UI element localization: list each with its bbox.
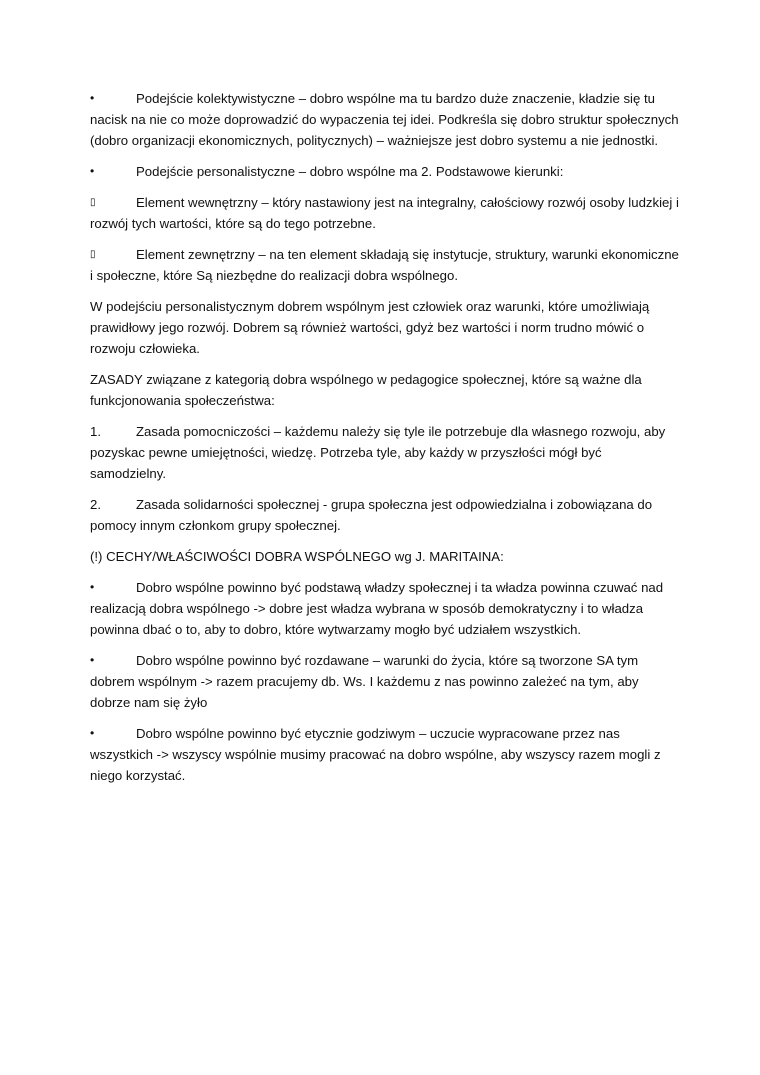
list-item	[90, 723, 680, 786]
list-item-text: Dobro wspólne powinno być rozdawane – warunki do życia, które są tworzone SA tym dobrem wspólnym -> razem pracujemy db. Ws. I każdemu z nas powinno zależeć na tym, aby dobrze nam się żyło	[90, 653, 639, 710]
list-item	[90, 161, 680, 182]
list-item	[90, 577, 680, 640]
missing-glyph-box-icon: ▯	[90, 197, 96, 208]
list-item-text: Element wewnętrzny – który nastawiony jest na integralny, całościowy rozwój osoby ludzkiej i rozwój tych wartości, które są do tego potrzebne.	[90, 195, 679, 231]
number-marker: 1.	[90, 424, 101, 439]
bullet-marker: •	[90, 653, 95, 667]
list-item	[90, 88, 680, 151]
numbered-item	[90, 421, 680, 484]
numbered-item	[90, 494, 680, 536]
list-item	[90, 244, 680, 286]
document-page	[90, 88, 680, 796]
bullet-marker: •	[90, 91, 95, 105]
list-item-text: Podejście personalistyczne – dobro wspólne ma 2. Podstawowe kierunki:	[136, 164, 564, 179]
numbered-item-text: Zasada pomocniczości – każdemu należy się tyle ile potrzebuje dla własnego rozwoju, aby pozyskac pewne umiejętności, wiedzę. Potrzeba tyle, aby każdy w przyszłości mógł być samodzielny.	[90, 424, 666, 481]
section-heading: (!) CECHY/WŁAŚCIWOŚCI DOBRA WSPÓLNEGO wg J. MARITAINA:	[90, 549, 504, 564]
number-marker: 2.	[90, 497, 101, 512]
list-item	[90, 192, 680, 234]
list-item-text: Dobro wspólne powinno być podstawą władzy społecznej i ta władza powinna czuwać nad realizacją dobra wspólnego -> dobre jest władza wybrana w sposób demokratyczny i to władza powinna dbać o to, aby to dobro, które wytwarzamy mogło być udziałem wszystkich.	[90, 580, 664, 637]
list-item-text: Dobro wspólne powinno być etycznie godziwym – uczucie wypracowane przez nas wszystkich -> wszyscy wspólnie musimy pracować na dobro wspólne, aby wszyscy razem mogli z niego korzystać.	[90, 726, 661, 783]
list-item	[90, 650, 680, 713]
bullet-marker: •	[90, 726, 95, 740]
missing-glyph-box-icon: ▯	[90, 249, 96, 260]
numbered-item-text: Zasada solidarności społecznej - grupa społeczna jest odpowiedzialna i zobowiązana do pomocy innym członkom grupy społecznej.	[90, 497, 653, 533]
paragraph: W podejściu personalistycznym dobrem wspólnym jest człowiek oraz warunki, które umożliwiają prawidłowy jego rozwój. Dobrem są również wartości, gdyż bez wartości i norm trudno mówić o rozwoju człowieka.	[90, 299, 650, 356]
bullet-marker: •	[90, 164, 95, 178]
paragraph: ZASADY związane z kategorią dobra wspólnego w pedagogice społecznej, które są ważne dla funkcjonowania społeczeństwa:	[90, 372, 642, 408]
list-item-text: Element zewnętrzny – na ten element składają się instytucje, struktury, warunki ekonomiczne i społeczne, które Są niezbędne do realizacji dobra wspólnego.	[90, 247, 679, 283]
list-item-text: Podejście kolektywistyczne – dobro wspólne ma tu bardzo duże znaczenie, kładzie się tu nacisk na nie co może doprowadzić do wypaczenia tej idei. Podkreśla się dobro struktur społecznych (dobro organizacji ekonomicznych, politycznych) – ważniejsze jest dobro systemu a nie jednostki.	[90, 91, 679, 148]
bullet-marker: •	[90, 580, 95, 594]
